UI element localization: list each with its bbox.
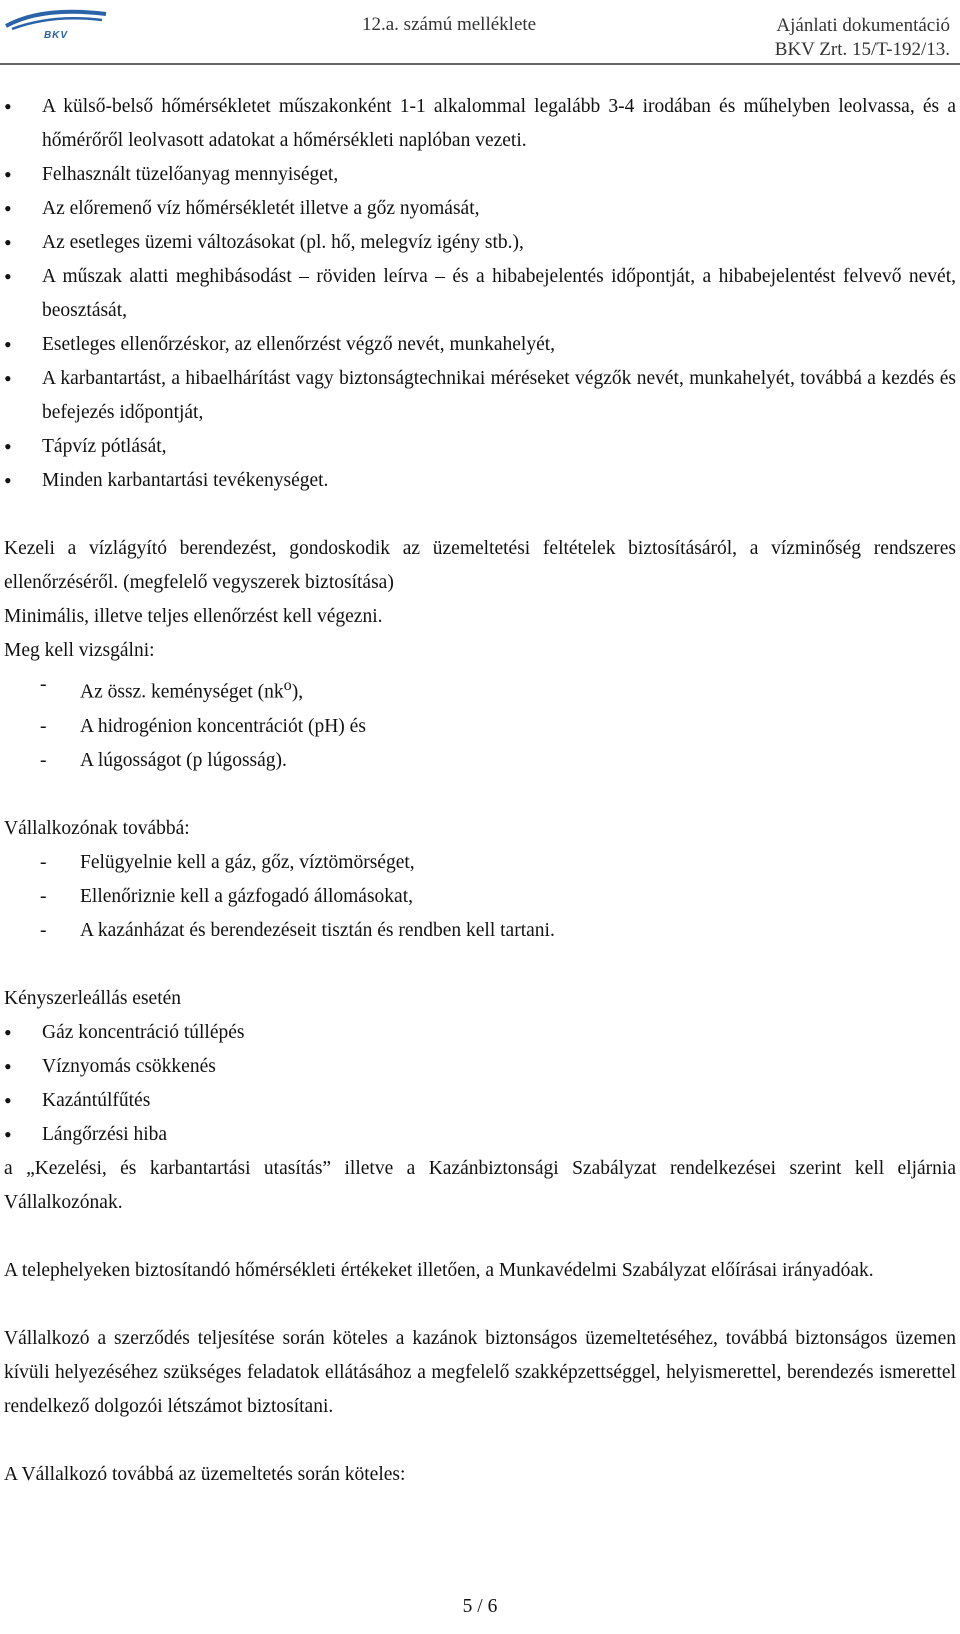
bkv-logo xyxy=(2,4,112,44)
list-item: - Ellenőriznie kell a gázfogadó állomásokat, xyxy=(4,880,956,914)
spacer xyxy=(4,948,956,982)
header-divider xyxy=(0,63,960,65)
list-item xyxy=(4,668,956,710)
shutdown-bullet-list xyxy=(4,1016,956,1152)
logbook-bullet-list xyxy=(4,90,956,498)
paragraph-temperature: A telephelyeken biztosítandó hőmérsékleti értékeket illetően, a Munkavédelmi Szabályzat előírásai irányadóak. xyxy=(4,1259,874,1281)
logo-text: BKV xyxy=(43,30,69,41)
spacer xyxy=(4,498,956,532)
list-item: - A lúgosságot (p lúgosság). xyxy=(4,744,956,778)
hardness-text: Az össz. keménységet (nk xyxy=(80,681,284,703)
degree-superscript: o xyxy=(283,676,292,694)
list-item: - A kazánházat és berendezéseit tisztán és rendben kell tartani. xyxy=(4,914,956,948)
paragraph-contractor: Vállalkozónak továbbá: xyxy=(4,817,190,839)
paragraph-examine: Meg kell vizsgálni: xyxy=(4,640,155,661)
list-item: • A műszak alatti meghibásodást – röviden leírva – és a hibabejelentés időpontját, a hibabejelentést felvevő nevét, beosztását, xyxy=(4,260,956,328)
spacer xyxy=(4,1288,956,1322)
list-item: • Lángőrzési hiba xyxy=(4,1118,956,1152)
header-doc-info xyxy=(775,14,950,62)
list-item: • Felhasznált tüzelőanyag mennyiséget, xyxy=(4,158,956,192)
paragraph-water-softener: Kezeli a vízlágyító berendezést, gondoskodik az üzemeltetési feltételek biztosításáról, a vízminőség rendszeres ellenőrzéséről. (megfelelő vegyszerek biztosítása) xyxy=(4,538,956,593)
list-item: - A hidrogénion koncentrációt (pH) és xyxy=(4,710,956,744)
spacer xyxy=(4,778,956,812)
list-item: • Víznyomás csökkenés xyxy=(4,1050,956,1084)
paragraph-inspection: Minimális, illetve teljes ellenőrzést kell végezni. xyxy=(4,606,383,627)
list-item: • Az esetleges üzemi változásokat (pl. hő, melegvíz igény stb.), xyxy=(4,226,956,260)
spacer xyxy=(4,1424,956,1458)
list-item: • Minden karbantartási tevékenységet. xyxy=(4,464,956,498)
paragraph-forced-shutdown: Kényszerleállás esetén xyxy=(4,987,182,1009)
list-item: • Esetleges ellenőrzéskor, az ellenőrzést végző nevét, munkahelyét, xyxy=(4,328,956,362)
list-item: • Gáz koncentráció túllépés xyxy=(4,1016,956,1050)
list-item: - Felügyelnie kell a gáz, gőz, víztömörséget, xyxy=(4,846,956,880)
header-annex: 12.a. számú melléklete xyxy=(362,14,537,35)
bkv-logo-swoosh-icon xyxy=(2,4,112,32)
list-item: • Kazántúlfűtés xyxy=(4,1084,956,1118)
list-item: • Tápvíz pótlását, xyxy=(4,430,956,464)
page-number: 5 / 6 xyxy=(462,1596,498,1617)
page-header xyxy=(0,0,960,64)
spacer xyxy=(4,1220,956,1254)
list-item: • Az előremenő víz hőmérsékletét illetve a gőz nyomását, xyxy=(4,192,956,226)
paragraph-further-obligations: A Vállalkozó továbbá az üzemeltetés során köteles: xyxy=(4,1463,406,1485)
paragraph-staffing: Vállalkozó a szerződés teljesítése során köteles a kazánok biztonságos üzemeltetéséhez, továbbá biztonságos üzemen kívüli helyezéséhez szükséges feladatok ellátásához a megfelelő szakképzettséggel, helyismerettel, berendezés ismerettel rendelkező dolgozói létszámot biztosítani. xyxy=(4,1327,956,1417)
header-doc-number: BKV Zrt. 15/T-192/13. xyxy=(774,39,950,60)
document-body xyxy=(4,90,956,1492)
hardness-suffix: ), xyxy=(291,681,304,703)
list-item: • A karbantartást, a hibaelhárítást vagy biztonságtechnikai méréseket végzők nevét, munkahelyét, továbbá a kezdés és befejezés időpontját, xyxy=(4,362,956,430)
examine-dash-list xyxy=(4,668,956,778)
contractor-dash-list xyxy=(4,846,956,948)
paragraph-rules: a „Kezelési, és karbantartási utasítás” illetve a Kazánbiztonsági Szabályzat rendelkezései szerint kell eljárnia Vállalkozónak. xyxy=(4,1157,956,1213)
list-item: • A külső-belső hőmérsékletet műszakonként 1-1 alkalommal legalább 3-4 irodában és műhelyben leolvassa, és a hőmérőről leolvasott adatokat a hőmérsékleti naplóban vezeti. xyxy=(4,90,956,158)
header-doc-title: Ajánlati dokumentáció xyxy=(776,15,950,36)
